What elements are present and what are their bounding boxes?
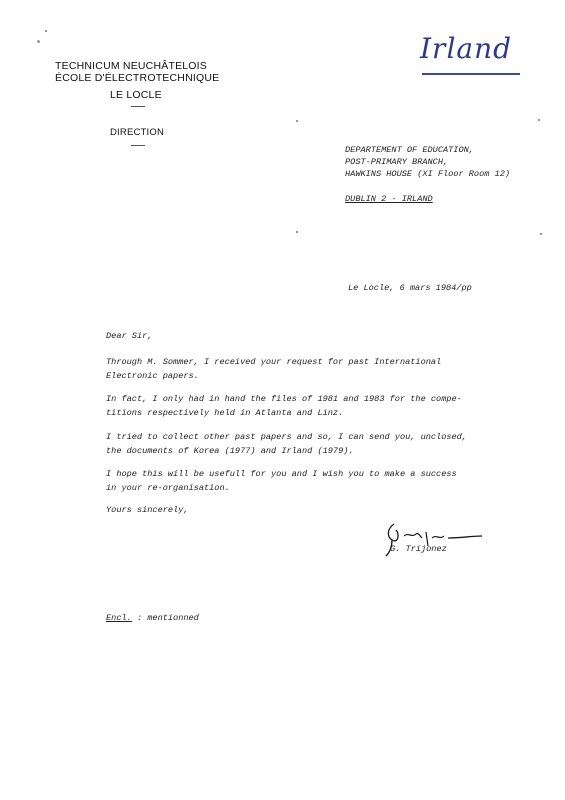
- paragraph-line: I hope this will be usefull for you and I wish you to make a success: [106, 469, 457, 479]
- paragraph: [106, 355, 536, 383]
- paragraph: [106, 392, 536, 420]
- paragraph-line: Through M. Sommer, I received your request for past International: [106, 357, 442, 367]
- paragraph: [106, 430, 536, 458]
- closing: Yours sincerely,: [106, 505, 189, 515]
- date-line: Le Locle, 6 mars 1984/pp: [348, 283, 472, 293]
- letterhead-school: ÉCOLE D'ÉLECTROTECHNIQUE: [55, 72, 220, 84]
- scan-speck: [540, 233, 542, 235]
- salutation: Dear Sir,: [106, 331, 153, 341]
- scan-speck: [296, 231, 298, 233]
- scan-speck: [538, 119, 540, 121]
- letterhead-institution: TECHNICUM NEUCHÂTELOIS: [55, 60, 207, 72]
- handwritten-country-note: Irland: [420, 32, 513, 65]
- paragraph: [106, 467, 536, 495]
- paragraph-line: the documents of Korea (1977) and Irland (1979).: [106, 446, 354, 456]
- scan-speck: [37, 40, 40, 43]
- signer-name: G. Trijonez: [390, 544, 447, 554]
- recipient-line: HAWKINS HOUSE (XI Floor Room 12): [345, 169, 511, 179]
- scan-speck: [296, 120, 298, 122]
- paragraph-line: In fact, I only had in hand the files of 1981 and 1983 for the compe-: [106, 394, 462, 404]
- paragraph-line: titions respectively held in Atlanta and Linz.: [106, 408, 344, 418]
- scan-speck: [45, 30, 47, 32]
- enclosure-text: : mentionned: [131, 613, 199, 623]
- handwritten-underline: [422, 73, 520, 75]
- paragraph-line: I tried to collect other past papers and so, I can send you, unclosed,: [106, 432, 467, 442]
- recipient-line: DEPARTEMENT OF EDUCATION,: [345, 145, 474, 155]
- enclosure-label: Encl.: [106, 613, 132, 623]
- recipient-line: POST-PRIMARY BRANCH,: [345, 157, 449, 167]
- department-divider: [131, 145, 145, 146]
- letterhead-divider: [131, 106, 145, 107]
- paragraph-line: Electronic papers.: [106, 371, 199, 381]
- recipient-city: DUBLIN 2 - IRLAND: [345, 194, 433, 204]
- letterhead-department: DIRECTION: [110, 127, 165, 138]
- paragraph-line: in your re-organisation.: [106, 483, 230, 493]
- letterhead-city: LE LOCLE: [110, 89, 162, 101]
- enclosure-line: [106, 613, 199, 623]
